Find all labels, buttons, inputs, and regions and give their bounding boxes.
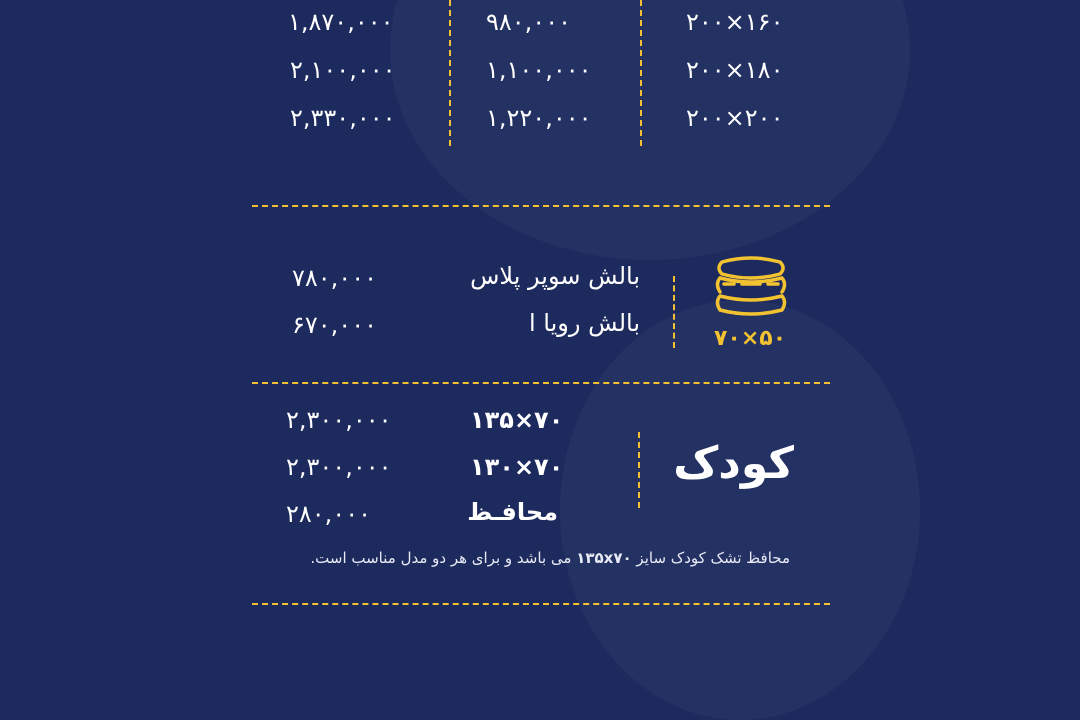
price-a: ۹۸۰,۰۰۰ (486, 8, 571, 36)
pillow-name: بالش رویا ا (529, 309, 640, 337)
note-bold-size: ۱۳۵x۷۰ (576, 549, 632, 567)
price-b: ۲,۳۳۰,۰۰۰ (290, 104, 396, 132)
background-shape (560, 300, 920, 720)
column-divider (638, 432, 640, 508)
kids-price: ۲۸۰,۰۰۰ (286, 500, 371, 528)
pillow-price: ۷۸۰,۰۰۰ (292, 264, 377, 292)
mattress-size: ۲۰۰×۱۶۰ (686, 8, 784, 36)
kids-price: ۲,۳۰۰,۰۰۰ (286, 406, 392, 434)
kids-protector-label: محافـظ (467, 498, 558, 526)
section-divider (252, 603, 830, 605)
column-divider (673, 276, 675, 348)
kids-size: ۱۳۰×۷۰ (470, 453, 564, 481)
column-divider (449, 0, 451, 146)
column-divider (640, 0, 642, 146)
price-a: ۱,۲۲۰,۰۰۰ (486, 104, 592, 132)
price-a: ۱,۱۰۰,۰۰۰ (486, 56, 592, 84)
background-shape (390, 0, 910, 260)
kids-price: ۲,۳۰۰,۰۰۰ (286, 453, 392, 481)
note-text: می باشد و برای هر دو مدل مناسب است. (310, 549, 577, 567)
kids-title: کودک (673, 438, 794, 489)
price-b: ۱,۸۷۰,۰۰۰ (288, 8, 394, 36)
pillow-price: ۶۷۰,۰۰۰ (292, 311, 377, 339)
section-divider (252, 205, 830, 207)
price-b: ۲,۱۰۰,۰۰۰ (290, 56, 396, 84)
note-text: محافظ تشک کودک سایز (631, 549, 790, 567)
mattress-size: ۲۰۰×۱۸۰ (686, 56, 784, 84)
kids-size: ۱۳۵×۷۰ (470, 406, 564, 434)
kids-note (310, 549, 790, 567)
pillow-stack-icon (714, 252, 788, 328)
pillow-name: بالش سوپر پلاس (470, 262, 640, 290)
section-divider (252, 382, 830, 384)
mattress-size: ۲۰۰×۲۰۰ (686, 104, 784, 132)
pillow-size-label: ۷۰×۵۰ (714, 326, 787, 351)
